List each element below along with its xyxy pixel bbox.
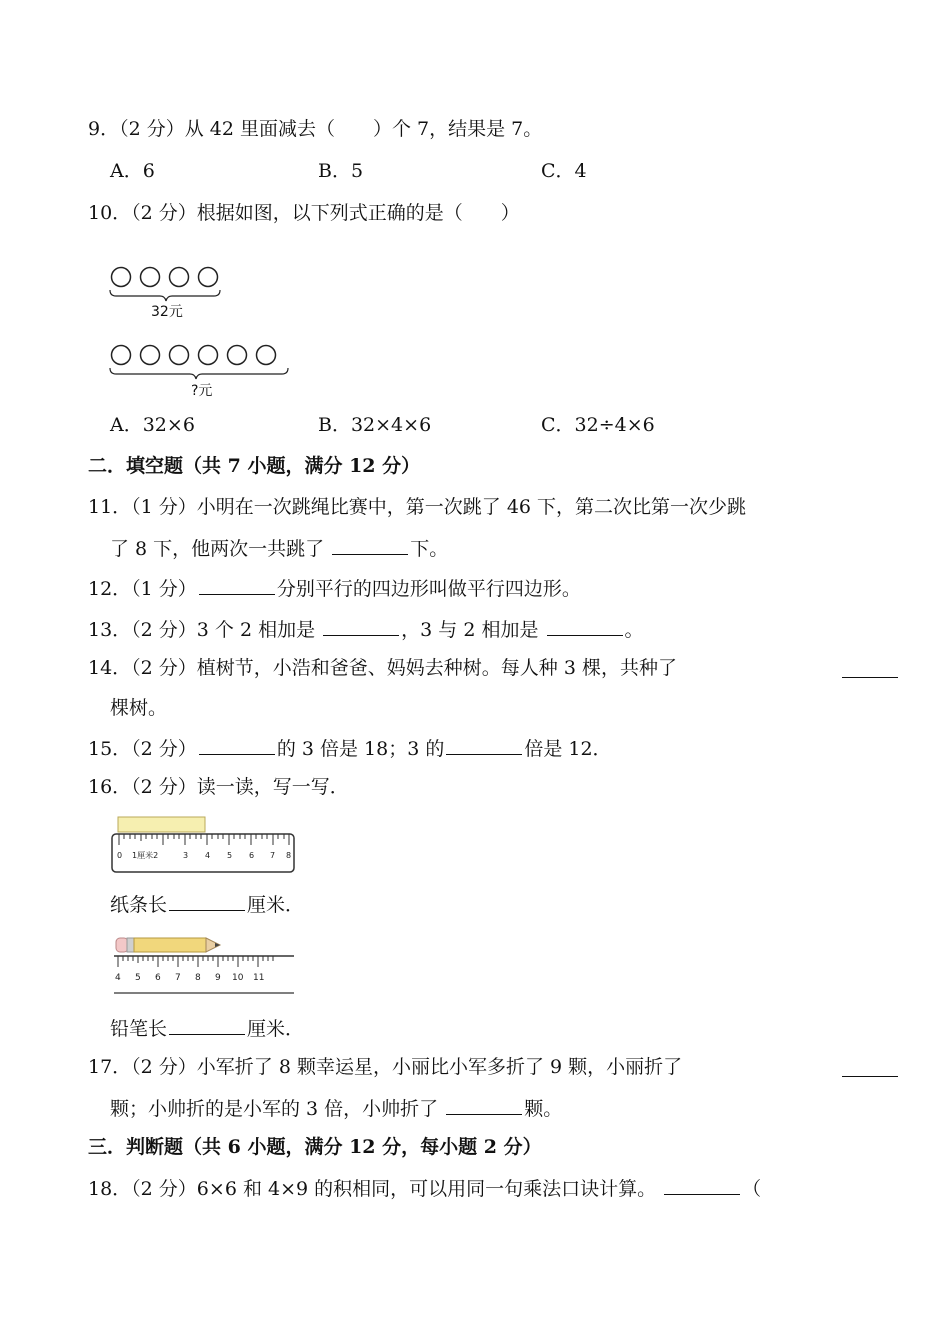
q13-answer-blank-2[interactable] xyxy=(547,615,623,636)
q11-line1: 11．（1 分）小明在一次跳绳比赛中，第一次跳了 46 下，第二次比第一次少跳 xyxy=(88,496,747,518)
q12-line xyxy=(88,574,581,602)
q17-line1 xyxy=(88,1054,900,1080)
q16-pencil-text-b: 厘米． xyxy=(247,1018,305,1040)
q10-label-group1: 32元 xyxy=(151,304,183,320)
q9-option-a: A．6 xyxy=(110,160,155,182)
q15-line xyxy=(88,734,612,762)
q9-option-b: B．5 xyxy=(318,160,364,182)
q12-answer-blank[interactable] xyxy=(199,574,275,595)
q17-text-b: 颗。 xyxy=(524,1098,563,1120)
q17-text-a: 颗；小帅折的是小军的 3 倍，小帅折了 xyxy=(110,1098,439,1120)
q16-paper-text-a: 纸条长 xyxy=(110,894,168,916)
ruler-1-label-3: 3 xyxy=(183,851,189,860)
q10-option-c: C．32÷4×6 xyxy=(541,414,655,436)
ruler-1-label-6: 6 xyxy=(249,851,255,860)
q12-text-a: 12．（1 分） xyxy=(88,578,197,600)
ruler-paper-figure xyxy=(110,814,296,878)
q14-line2: 棵树。 xyxy=(110,697,168,719)
q16-paper-text-b: 厘米． xyxy=(247,894,305,916)
q15-answer-blank-2[interactable] xyxy=(446,734,522,755)
ruler-2-label-10: 10 xyxy=(232,973,244,983)
q18-line xyxy=(88,1174,761,1202)
q15-text-c: 倍是 12． xyxy=(524,738,612,760)
ruler-1-label-0: 0 xyxy=(117,851,123,860)
q11-text-a: 了 8 下，他两次一共跳了 xyxy=(110,538,325,560)
q15-text-b: 的 3 倍是 18；3 的 xyxy=(276,738,445,760)
q13-answer-blank-1[interactable] xyxy=(323,615,399,636)
q11-answer-blank[interactable] xyxy=(332,534,408,555)
q18-text-a: 18．（2 分）6×6 和 4×9 的积相同，可以用同一句乘法口诀计算。 xyxy=(88,1178,657,1200)
section-fill-in-title: 二．填空题（共 7 小题，满分 12 分） xyxy=(88,455,421,477)
ruler-2-label-4: 4 xyxy=(115,973,121,983)
ruler-1-label-5: 5 xyxy=(227,851,233,860)
coin-group-1 xyxy=(112,268,218,287)
q16-stem: 16．（2 分）读一读，写一写． xyxy=(88,776,349,798)
q12-text-b: 分别平行的四边形叫做平行四边形。 xyxy=(276,578,581,600)
q11-text-b: 下。 xyxy=(410,538,449,560)
ruler-2-label-5: 5 xyxy=(135,973,141,983)
ruler-1-label-1: 1厘米2 xyxy=(132,851,159,860)
q13-line xyxy=(88,615,644,643)
q9-option-c: C．4 xyxy=(541,160,587,182)
q10-stem: 10．（2 分）根据如图，以下列式正确的是（ ） xyxy=(88,202,520,224)
q16-paper-line xyxy=(110,890,304,918)
q13-text-a: 13．（2 分）3 个 2 相加是 xyxy=(88,619,316,641)
ruler-1-label-7: 7 xyxy=(270,851,276,860)
pencil xyxy=(116,938,220,952)
coin-group-2 xyxy=(112,346,276,365)
q9-stem: 9．（2 分）从 42 里面减去（ ）个 7，结果是 7。 xyxy=(88,118,543,140)
q16-pencil-answer-blank[interactable] xyxy=(169,1014,245,1035)
q17-answer-blank-1[interactable] xyxy=(842,1056,898,1077)
ruler-2-label-7: 7 xyxy=(175,973,181,983)
q14-text: 14．（2 分）植树节，小浩和爸爸、妈妈去种树。每人种 3 棵，共种了 xyxy=(88,657,677,679)
ruler-2-ticks xyxy=(118,956,273,967)
q17-line2 xyxy=(110,1094,562,1122)
q17-answer-blank-2[interactable] xyxy=(446,1094,522,1115)
q18-text-b: （ xyxy=(742,1178,762,1200)
ruler-2-label-6: 6 xyxy=(155,973,161,983)
q16-pencil-line xyxy=(110,1014,304,1042)
brace-1 xyxy=(110,290,220,301)
ruler-2-label-8: 8 xyxy=(195,973,201,983)
q13-text-b: ，3 与 2 相加是 xyxy=(401,619,539,641)
q14-answer-blank[interactable] xyxy=(842,657,898,678)
q16-paper-answer-blank[interactable] xyxy=(169,890,245,911)
q15-text-a: 15．（2 分） xyxy=(88,738,197,760)
ruler-1-label-4: 4 xyxy=(205,851,211,860)
ruler-1-label-8: 8 xyxy=(286,851,292,860)
brace-2 xyxy=(110,368,288,379)
paper-strip xyxy=(118,817,205,832)
q13-text-c: 。 xyxy=(624,619,644,641)
ruler-2-label-9: 9 xyxy=(215,973,221,983)
q16-pencil-text-a: 铅笔长 xyxy=(110,1018,168,1040)
q18-answer-blank[interactable] xyxy=(664,1174,740,1195)
q11-line2 xyxy=(110,534,448,562)
q10-option-b: B．32×4×6 xyxy=(318,414,432,436)
q15-answer-blank-1[interactable] xyxy=(199,734,275,755)
q17-text: 17．（2 分）小军折了 8 颗幸运星，小丽比小军多折了 9 颗，小丽折了 xyxy=(88,1056,683,1078)
q10-option-a: A．32×6 xyxy=(110,414,195,436)
ruler-2-label-11: 11 xyxy=(253,973,265,983)
section-judgement-title: 三．判断题（共 6 小题，满分 12 分，每小题 2 分） xyxy=(88,1136,542,1158)
q10-label-group2: ?元 xyxy=(191,383,213,399)
q14-line1 xyxy=(88,655,900,681)
ruler-pencil-figure xyxy=(110,930,296,998)
